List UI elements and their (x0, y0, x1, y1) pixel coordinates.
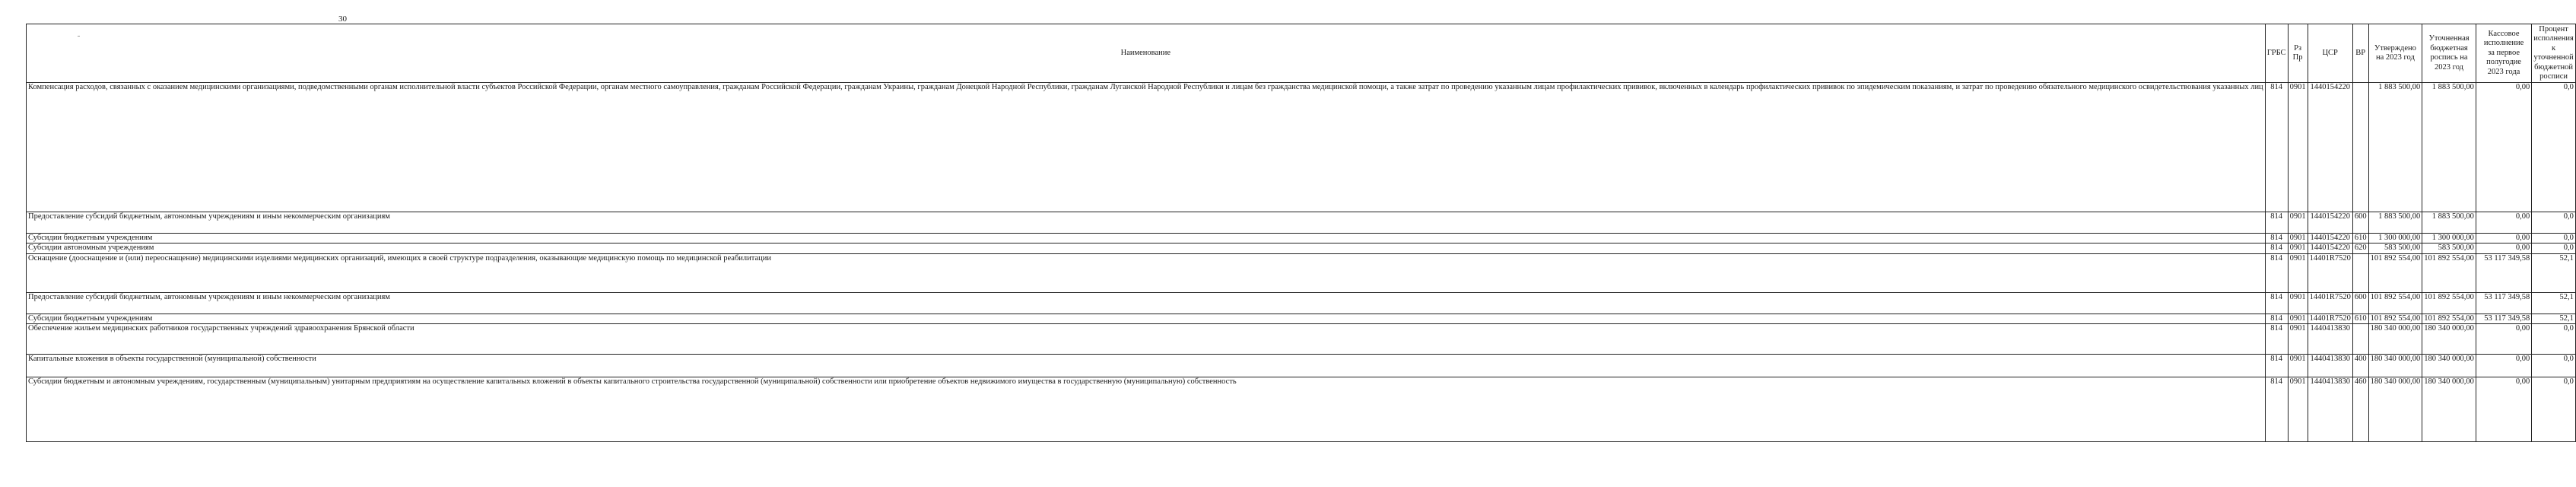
table-header (27, 24, 2576, 83)
cell-grbs: 814 (2265, 234, 2288, 244)
cell-approved: 101 892 554,00 (2368, 253, 2422, 292)
cell-approved: 180 340 000,00 (2368, 377, 2422, 442)
cell-name: Субсидии бюджетным и автономным учреждениям, государственным (муниципальным) унитарным предприятиям на осуществление капитальных вложений в объекты капитального строительства государственной (муниципальной) собственности или приобретение объектов недвижимого имущества в государственную (муниципальную) собственность (27, 377, 2266, 442)
cell-name: Оснащение (дооснащение и (или) переоснащение) медицинскими изделиями медицинских организаций, имеющих в своей структуре подразделения, оказывающие медицинскую помощь по медицинской реабилитации (27, 253, 2266, 292)
table-row (27, 253, 2576, 292)
cell-name: Субсидии автономным учреждениям (27, 244, 2266, 253)
table-row (27, 377, 2576, 442)
cell-grbs: 814 (2265, 324, 2288, 355)
cell-rzpr: 0901 (2288, 324, 2308, 355)
cell-csr: 1440413830 (2308, 377, 2352, 442)
cell-percent: 0,0 (2532, 234, 2576, 244)
cell-percent: 0,0 (2532, 355, 2576, 377)
cell-rzpr: 0901 (2288, 244, 2308, 253)
cell-approved: 1 883 500,00 (2368, 83, 2422, 212)
cell-cash: 53 117 349,58 (2476, 314, 2531, 323)
cell-approved: 180 340 000,00 (2368, 324, 2422, 355)
cell-cash: 0,00 (2476, 212, 2531, 234)
cell-cash: 53 117 349,58 (2476, 292, 2531, 314)
cell-rzpr: 0901 (2288, 234, 2308, 244)
table-row (27, 83, 2576, 212)
cell-cash: 0,00 (2476, 83, 2531, 212)
cell-grbs: 814 (2265, 355, 2288, 377)
cell-csr: 1440154220 (2308, 83, 2352, 212)
cell-refined: 180 340 000,00 (2422, 355, 2476, 377)
cell-name: Обеспечение жильем медицинских работников государственных учреждений здравоохранения Брянской области (27, 324, 2266, 355)
header-rzpr: Рз Пр (2288, 24, 2308, 83)
header-grbs: ГРБС (2265, 24, 2288, 83)
cell-grbs: 814 (2265, 377, 2288, 442)
cell-percent: 0,0 (2532, 83, 2576, 212)
cell-vr (2352, 83, 2368, 212)
cell-approved: 1 883 500,00 (2368, 212, 2422, 234)
cell-refined: 101 892 554,00 (2422, 314, 2476, 323)
table-row (27, 292, 2576, 314)
cell-percent: 0,0 (2532, 212, 2576, 234)
cell-percent: 0,0 (2532, 324, 2576, 355)
cell-grbs: 814 (2265, 314, 2288, 323)
header-percent: Процент исполнения к уточненной бюджетной росписи (2532, 24, 2576, 83)
cell-vr: 460 (2352, 377, 2368, 442)
cell-vr (2352, 324, 2368, 355)
cell-refined: 101 892 554,00 (2422, 292, 2476, 314)
cell-csr: 1440413830 (2308, 324, 2352, 355)
cell-cash: 0,00 (2476, 244, 2531, 253)
cell-rzpr: 0901 (2288, 292, 2308, 314)
cell-vr: 620 (2352, 244, 2368, 253)
cell-grbs: 814 (2265, 244, 2288, 253)
cell-approved: 180 340 000,00 (2368, 355, 2422, 377)
cell-rzpr: 0901 (2288, 355, 2308, 377)
budget-table (26, 24, 2576, 442)
cell-grbs: 814 (2265, 253, 2288, 292)
cell-grbs: 814 (2265, 212, 2288, 234)
cell-percent: 52,1 (2532, 314, 2576, 323)
header-csr: ЦСР (2308, 24, 2352, 83)
cell-approved: 101 892 554,00 (2368, 314, 2422, 323)
header-name: Наименование (27, 24, 2266, 83)
header-refined: Уточненная бюджетная роспись на 2023 год (2422, 24, 2476, 83)
cell-cash: 0,00 (2476, 377, 2531, 442)
cell-refined: 180 340 000,00 (2422, 377, 2476, 442)
cell-cash: 0,00 (2476, 234, 2531, 244)
cell-name: Предоставление субсидий бюджетным, автономным учреждениям и иным некоммерческим организациям (27, 212, 2266, 234)
cell-percent: 52,1 (2532, 292, 2576, 314)
cell-approved: 101 892 554,00 (2368, 292, 2422, 314)
cell-csr: 1440154220 (2308, 244, 2352, 253)
cell-csr: 14401R7520 (2308, 314, 2352, 323)
cell-csr: 14401R7520 (2308, 292, 2352, 314)
cell-grbs: 814 (2265, 292, 2288, 314)
cell-name: Капитальные вложения в объекты государственной (муниципальной) собственности (27, 355, 2266, 377)
cell-approved: 583 500,00 (2368, 244, 2422, 253)
cell-percent: 0,0 (2532, 377, 2576, 442)
table-body (27, 83, 2576, 442)
cell-vr: 600 (2352, 212, 2368, 234)
cell-refined: 583 500,00 (2422, 244, 2476, 253)
cell-name: Предоставление субсидий бюджетным, автономным учреждениям и иным некоммерческим организациям (27, 292, 2266, 314)
cell-rzpr: 0901 (2288, 253, 2308, 292)
cell-cash: 53 117 349,58 (2476, 253, 2531, 292)
table-row (27, 324, 2576, 355)
cell-csr: 1440154220 (2308, 212, 2352, 234)
page-number: 30 (338, 14, 347, 24)
table-row (27, 314, 2576, 323)
table-row (27, 355, 2576, 377)
cell-name: Субсидии бюджетным учреждениям (27, 314, 2266, 323)
cell-rzpr: 0901 (2288, 314, 2308, 323)
cell-vr: 610 (2352, 314, 2368, 323)
cell-csr: 1440413830 (2308, 355, 2352, 377)
cell-csr: 14401R7520 (2308, 253, 2352, 292)
cell-refined: 1 883 500,00 (2422, 83, 2476, 212)
cell-name: Субсидии бюджетным учреждениям (27, 234, 2266, 244)
cell-rzpr: 0901 (2288, 377, 2308, 442)
table-row (27, 212, 2576, 234)
header-approved: Утверждено на 2023 год (2368, 24, 2422, 83)
cell-cash: 0,00 (2476, 355, 2531, 377)
cell-approved: 1 300 000,00 (2368, 234, 2422, 244)
cell-grbs: 814 (2265, 83, 2288, 212)
cell-vr: 610 (2352, 234, 2368, 244)
cell-csr: 1440154220 (2308, 234, 2352, 244)
header-vr: ВР (2352, 24, 2368, 83)
cell-refined: 1 300 000,00 (2422, 234, 2476, 244)
cell-refined: 180 340 000,00 (2422, 324, 2476, 355)
cell-rzpr: 0901 (2288, 83, 2308, 212)
table-row (27, 244, 2576, 253)
cell-percent: 0,0 (2532, 244, 2576, 253)
cell-percent: 52,1 (2532, 253, 2576, 292)
cell-vr: 600 (2352, 292, 2368, 314)
cell-refined: 101 892 554,00 (2422, 253, 2476, 292)
cell-refined: 1 883 500,00 (2422, 212, 2476, 234)
header-cash: Кассовое исполнение за первое полугодие 2023 года (2476, 24, 2531, 83)
table-row (27, 234, 2576, 244)
cell-rzpr: 0901 (2288, 212, 2308, 234)
cell-vr (2352, 253, 2368, 292)
cell-cash: 0,00 (2476, 324, 2531, 355)
cell-vr: 400 (2352, 355, 2368, 377)
cell-name: Компенсация расходов, связанных с оказанием медицинскими организациями, подведомственными органам исполнительной власти субъектов Российской Федерации, органам местного самоуправления, гражданам Российской Федерации, гражданам Украины, гражданам Донецкой Народной Республики, гражданам Луганской Народной Республики и лицам без гражданства медицинской помощи, а также затрат по проведению указанным лицам профилактических прививок, включенных в календарь профилактических прививок по эпидемическим показаниям, и затрат по проведению обязательного медицинского освидетельствования указанных лиц (27, 83, 2266, 212)
